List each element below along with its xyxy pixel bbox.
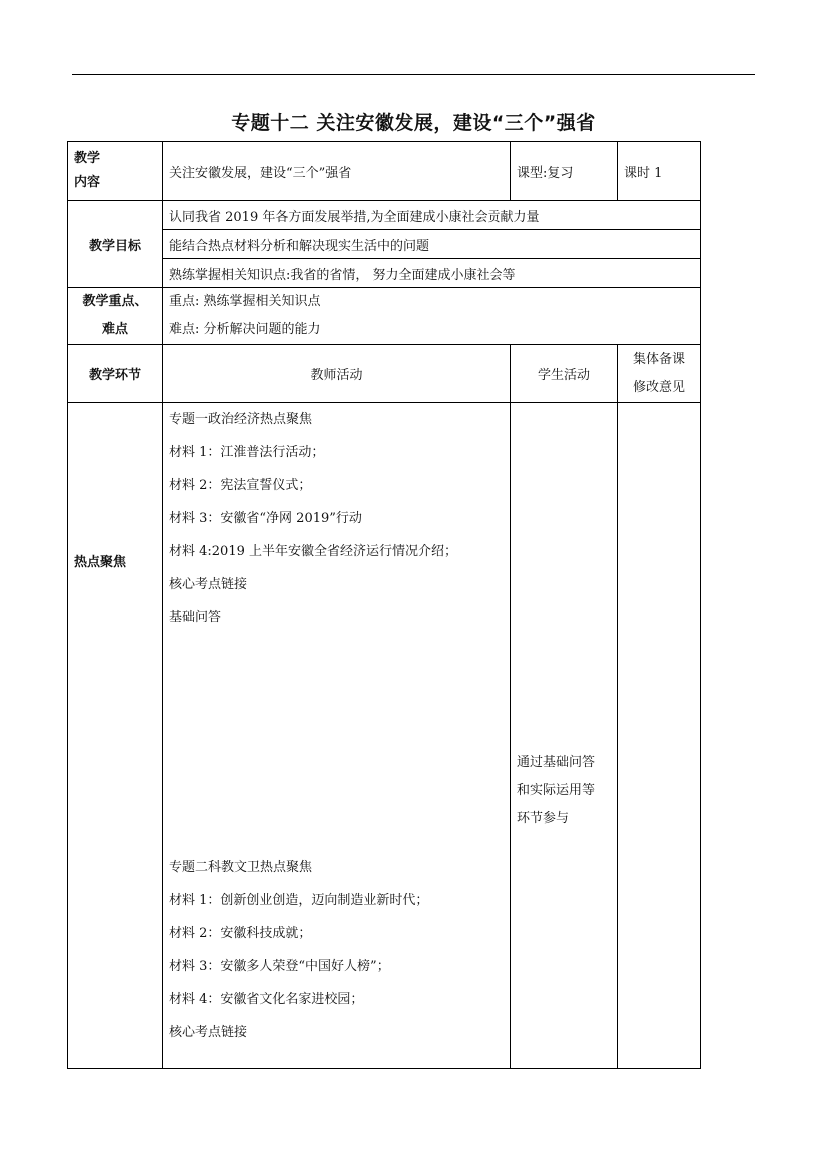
col-remarks: 集体备课 修改意见 (618, 345, 701, 403)
material-item: 材料 1：江淮普法行活动； (169, 445, 325, 460)
remarks-cell (618, 403, 701, 1069)
topic-two (169, 851, 504, 1049)
topic-heading: 专题二科教文卫热点聚焦 (169, 860, 313, 875)
content-row (68, 142, 701, 201)
basic-qa: 基础问答 (169, 610, 222, 625)
header-rule (72, 74, 755, 75)
material-item: 材料 4：安徽省文化名家进校园； (169, 992, 364, 1007)
core-link: 核心考点链接 (169, 577, 248, 592)
material-item: 材料 2：宪法宣誓仪式； (169, 478, 312, 493)
topic-heading: 专题一政治经济热点聚焦 (169, 412, 313, 427)
student-activity: 通过基础问答 和实际运用等 环节参与 (511, 403, 618, 1069)
key-points-content (163, 288, 701, 345)
stage-label: 热点聚焦 (68, 403, 163, 1069)
key-points-row (68, 288, 701, 345)
column-header-row (68, 345, 701, 403)
content-value: 关注安徽发展，建设“三个”强省 (163, 142, 511, 201)
goal-item: 熟练掌握相关知识点:我省的省情， 努力全面建成小康社会等 (163, 259, 701, 288)
material-item: 材料 2：安徽科技成就； (169, 926, 312, 941)
lesson-type: 课型:复习 (511, 142, 618, 201)
material-item: 材料 4:2019 上半年安徽全省经济运行情况介绍； (169, 544, 457, 559)
col-teacher: 教师活动 (163, 345, 511, 403)
goal-row (68, 230, 701, 259)
goal-item: 能结合热点材料分析和解决现实生活中的问题 (163, 230, 701, 259)
goals-label: 教学目标 (68, 201, 163, 288)
goal-row (68, 201, 701, 230)
difficult-point: 难点: 分析解决问题的能力 (169, 322, 321, 337)
col-stage: 教学环节 (68, 345, 163, 403)
material-item: 材料 3：安徽多人荣登“中国好人榜”； (169, 959, 390, 974)
goal-row (68, 259, 701, 288)
hotspot-row (68, 403, 701, 1069)
lesson-plan-table (67, 141, 701, 1069)
content-label: 教学 内容 (68, 142, 163, 201)
lesson-period: 课时 1 (618, 142, 701, 201)
spacer (169, 634, 504, 851)
core-link: 核心考点链接 (169, 1025, 248, 1040)
material-item: 材料 3：安徽省“净网 2019”行动 (169, 511, 362, 526)
goal-item: 认同我省 2019 年各方面发展举措,为全面建成小康社会贡献力量 (163, 201, 701, 230)
teacher-activity (163, 403, 511, 1069)
material-item: 材料 1：创新创业创造，迈向制造业新时代； (169, 893, 429, 908)
page-title: 专题十二 关注安徽发展，建设“三个”强省 (231, 112, 596, 134)
key-points-label: 教学重点、 难点 (68, 288, 163, 345)
col-student: 学生活动 (511, 345, 618, 403)
topic-one (169, 403, 504, 634)
key-point: 重点: 熟练掌握相关知识点 (169, 294, 321, 309)
